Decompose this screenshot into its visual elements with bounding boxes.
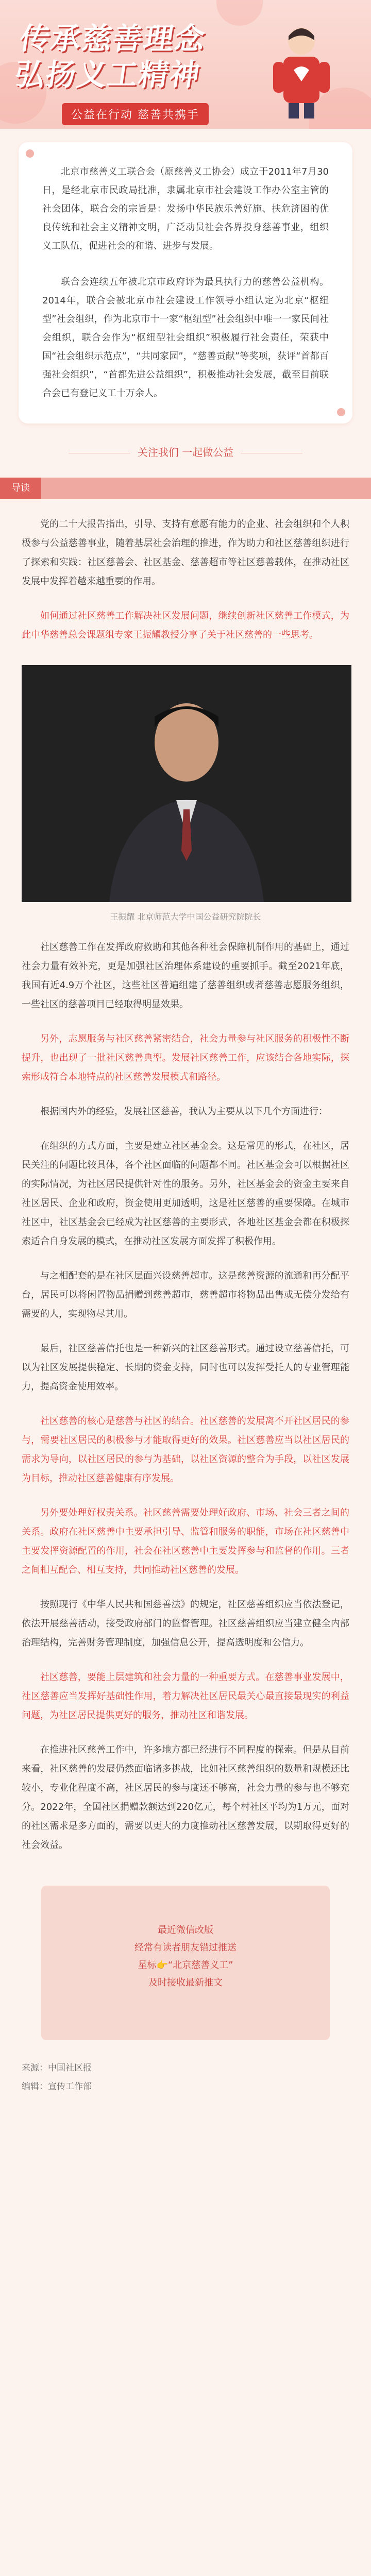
org-intro-card	[19, 142, 352, 423]
intro-paragraph: 北京市慈善义工联合会（原慈善义工协会）成立于2011年7月30日，是经北京市民政局批准，隶属北京市社会建设工作办公室主管的社会团体，联合会的宗旨是：发扬中华民族乐善好施、扶危济困的优良传统和社会主义精神文明，广泛动员社会各界投身慈善事业，组织义工队伍，促进社会的和谐、进步与发展。	[42, 166, 329, 251]
body-paragraph: 在组织的方式方面，主要是建立社区基金会。这是常见的形式，在社区，居民关注的问题比较具体，各个社区面临的问题都不同。社区基金会可以根据社区的实际情况，为社区居民提供针对性的服务。另外，社区基金会的资金主要来自社区居民、企业和政府，资金使用更加透明，这是社区慈善的重要保障。在城市社区中，社区基金会已经成为社区慈善的主要形式，各地社区基金会都在积极探索适合自身发展的模式，在推动社区发展方面发挥了积极作用。	[22, 1141, 349, 1247]
body-paragraph: 根据国内外的经验，发展社区慈善，我认为主要从以下几个方面进行：	[40, 1106, 328, 1117]
banner-title	[12, 21, 208, 93]
body-paragraph: 与之相配套的是在社区层面兴设慈善超市。这是慈善资源的流通和再分配平台，居民可以将闲置物品捐赠到慈善超市，慈善超市将物品出售或无偿分发给有需要的人，实现物尽其用。	[22, 1270, 349, 1319]
follow-prompt[interactable]	[0, 444, 371, 459]
source-text: 来源：中国社区报	[22, 2063, 92, 2073]
intro-paragraph: 联合会连续五年被北京市政府评为最具执行力的慈善公益机构。2014年，联合会被北京市社会建设工作领导小组认定为北京“枢纽型”社会组织，作为北京市十一家“枢纽型”社会组织中唯一一家民间社会组织，联合会作为“枢纽型社会组织”积极履行社会责任，荣获中国“社会组织示范点”，“共同家园”，“慈善贡献”等奖项，获评“首都百强社会组织”，“首都先进公益组织”，积极推动社会发展，截至目前联合会已有登记义工十万余人。	[42, 277, 329, 399]
header-banner	[0, 0, 371, 129]
body-paragraph: 社区慈善工作在发挥政府救助和其他各种社会保障机制作用的基础上，通过社会力量有效补充，更是加强社区治理体系建设的重要抓手。截至2021年底，我国有近4.9万个社区，这些社区普遍组建了慈善组织或者慈善志愿服务组织，一些社区的慈善项目已经取得明显效果。	[22, 942, 349, 1010]
lead-paragraph: 党的二十大报告指出，引导、支持有意愿有能力的企业、社会组织和个人积极参与公益慈善事业，随着基层社会治理的推进，作为助力和社区慈善组织进行了探索和实践：社区慈善会、社区基金、慈善超市等社区慈善载体，在推动社区发展中发挥着越来越重要的作用。	[22, 519, 349, 587]
decor-circle	[216, 0, 263, 26]
notice-title: 最近微信改版	[158, 1925, 213, 1936]
body-paragraph: 在推进社区慈善工作中，许多地方都已经进行不同程度的探索。但是从目前来看，社区慈善的发展仍然面临诸多挑战，比如社区慈善组织的数量和规模还比较小，专业化程度不高，社区居民的参与度还不够高，社会力量的参与也不够充分。2022年，全国社区捐赠款额达到220亿元，每个村社区平均为1万元，面对的社区需求是多方面的，需要以更大的力度推动社区慈善发展，以期取得更好的社会效益。	[22, 1744, 349, 1851]
notice-line: 经常有读者朋友错过推送	[134, 1942, 237, 1953]
person-portrait-icon	[22, 665, 351, 902]
banner-title-line2: 弘扬义工精神	[12, 57, 203, 92]
article-body	[0, 515, 371, 1855]
banner-title-line1: 传承慈善理念	[18, 21, 208, 56]
editor-text: 编辑：宣传工作部	[22, 2081, 92, 2092]
lead-highlight-paragraph: 如何通过社区慈善工作解决社区发展问题，继续创新社区慈善工作模式，为此中华慈善总会课题组专家王振耀教授分享了关于社区慈善的一些思考。	[22, 611, 349, 640]
body-highlight-paragraph: 社区慈善，要能上层建筑和社会力量的一种重要方式。在慈善事业发展中，社区慈善应当发挥好基础性作用，着力解决社区居民最关心最直接最现实的利益问题，为社区居民提供更好的服务，推动社区和谐发展。	[22, 1672, 349, 1721]
article-source	[0, 2040, 371, 2096]
section-header-bar	[0, 478, 371, 499]
photo-caption: 王振耀 北京师范大学中国公益研究院院长	[110, 912, 261, 922]
body-highlight-paragraph: 另外，志愿服务与社区慈善紧密结合，社会力量参与社区服务的积极性不断提升，也出现了一批社区慈善典型。发展社区慈善工作，应该结合各地实际，探索形成符合本地特点的社区慈善发展模式和路径。	[22, 1033, 349, 1082]
notice-line[interactable]: 星标👉“北京慈善义工”	[138, 1960, 233, 1971]
decor-dot	[26, 149, 34, 158]
body-paragraph: 最后，社区慈善信托也是一种新兴的社区慈善形式。通过设立慈善信托，可以为社区发展提供稳定、长期的资金支持，同时也可以发挥受托人的专业管理能力，提高资金使用效率。	[22, 1343, 349, 1392]
volunteer-illustration-icon	[263, 21, 340, 118]
body-paragraph: 按照现行《中华人民共和国慈善法》的规定，社区慈善组织应当依法登记，依法开展慈善活动，接受政府部门的监督管理。社区慈善组织应当建立健全内部治理结构，完善财务管理制度，加强信息公开，提高透明度和公信力。	[22, 1599, 349, 1648]
notice-line: 及时接收最新推文	[148, 1977, 223, 1988]
decor-dot	[337, 408, 345, 416]
banner-slogan: 公益在行动 慈善共携手	[62, 103, 209, 125]
body-highlight-paragraph: 社区慈善的核心是慈善与社区的结合。社区慈善的发展离不开社区居民的参与，需要社区居民的积极参与才能取得更好的效果。社区慈善应当以社区居民的需求为导向，以社区居民的参与为基础，以社区资源的整合为手段，以社区发展为目标，推动社区慈善健康有序发展。	[22, 1416, 349, 1484]
speaker-photo	[22, 665, 351, 902]
body-highlight-paragraph: 另外要处理好权责关系。社区慈善需要处理好政府、市场、社会三者之间的关系。政府在社区慈善中主要承担引导、监管和服务的职能，市场在社区慈善中主要发挥资源配置的作用，社会在社区慈善中主要发挥参与和监督的作用。三者之间相互配合、相互支持，共同推动社区慈善的发展。	[22, 1507, 349, 1575]
section-label: 导读	[0, 478, 41, 499]
subscribe-notice	[41, 1886, 330, 2040]
follow-text: 关注我们 一起做公益	[137, 446, 234, 459]
